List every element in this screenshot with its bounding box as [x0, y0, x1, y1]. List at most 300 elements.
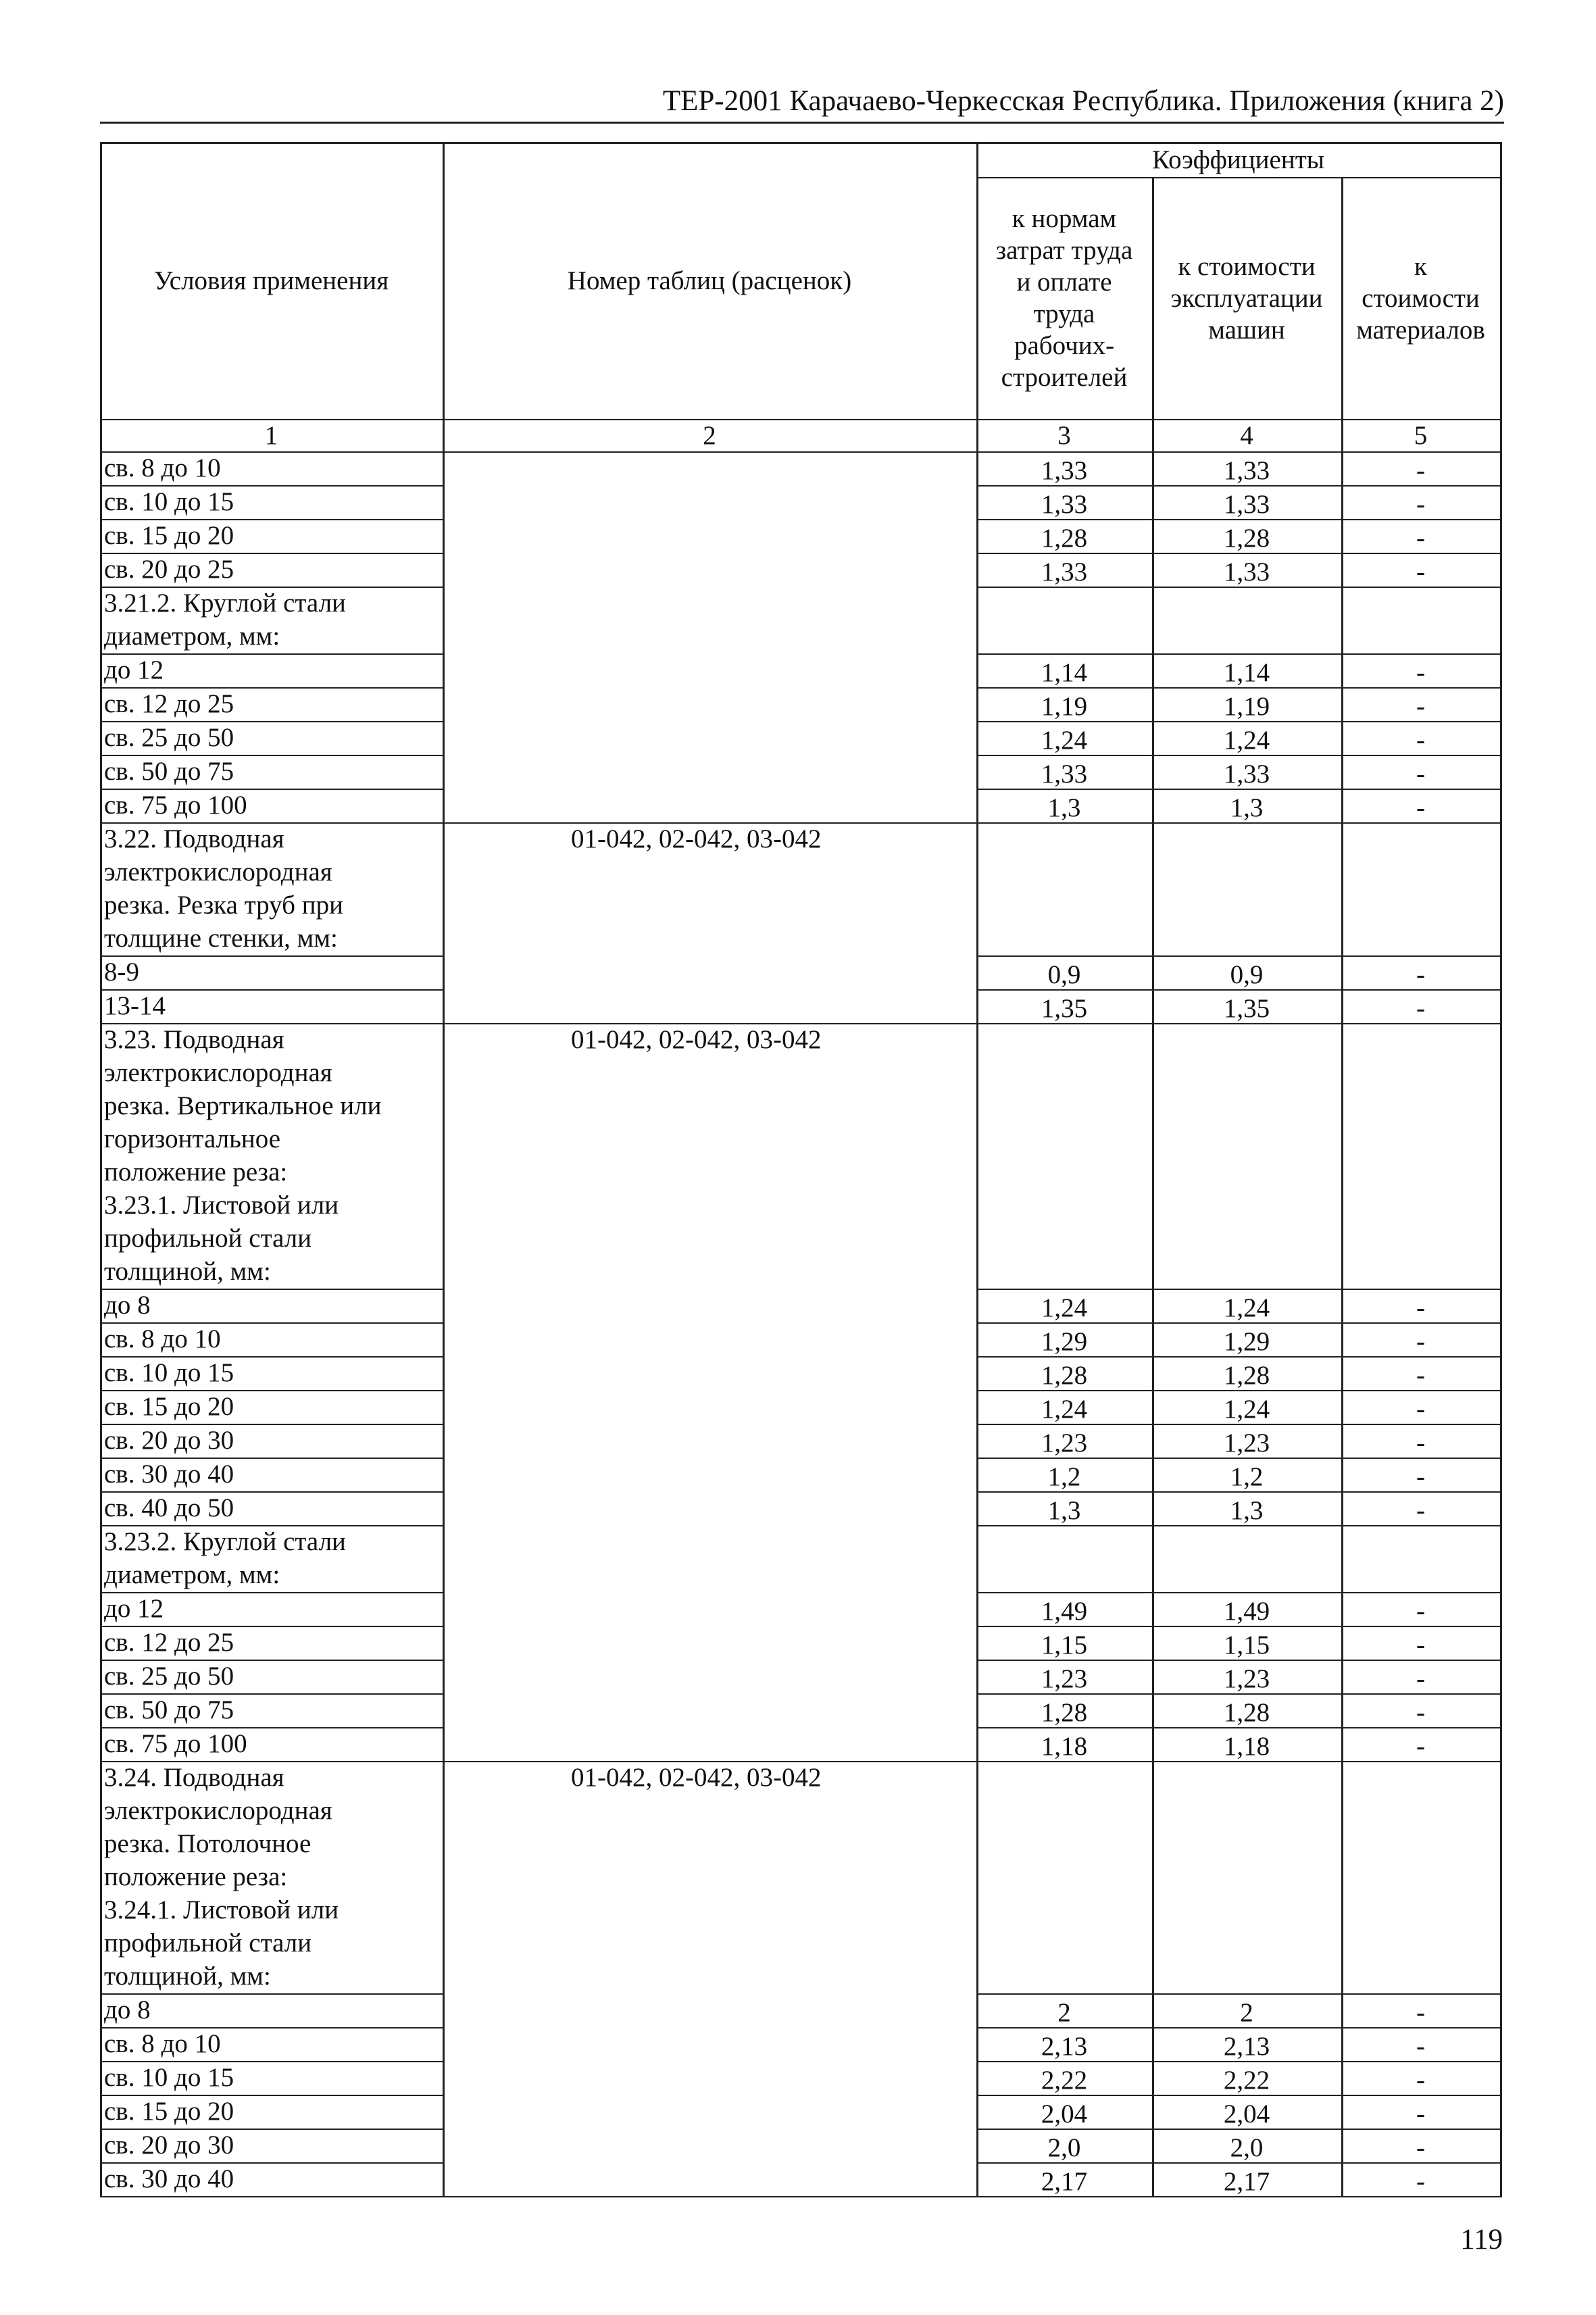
labor-coefficient: 1,19	[1041, 692, 1088, 721]
group-header-rule	[976, 177, 1502, 178]
row-vertical-rule	[1500, 1525, 1502, 1593]
row-rule	[976, 1993, 1502, 1995]
row-vertical-rule	[1152, 451, 1154, 487]
row-vertical-rule	[1341, 587, 1343, 655]
row-vertical-rule	[976, 1592, 978, 1627]
row-vertical-rule	[976, 1993, 978, 2028]
row-vertical-rule	[1152, 1322, 1154, 1358]
row-rule	[100, 2196, 445, 2197]
row-vertical-rule	[1152, 1592, 1154, 1627]
materials-coefficient: -	[1416, 960, 1425, 989]
row-vertical-rule	[443, 989, 445, 1024]
row-vertical-rule	[1500, 1693, 1502, 1728]
machines-coefficient: 1,24	[1223, 726, 1270, 755]
row-vertical-rule	[443, 587, 445, 655]
row-vertical-rule	[1152, 789, 1154, 824]
row-vertical-rule	[443, 1660, 445, 1695]
column-header-conditions: Условия применения	[153, 266, 389, 295]
labor-coefficient: 1,28	[1041, 1698, 1088, 1727]
row-vertical-rule	[1152, 587, 1154, 655]
machines-coefficient: 1,14	[1223, 658, 1270, 687]
row-vertical-rule	[100, 789, 102, 824]
row-vertical-rule	[976, 1289, 978, 1324]
labor-coefficient: 1,3	[1047, 1496, 1081, 1525]
row-vertical-rule	[443, 721, 445, 756]
machines-coefficient: 2,13	[1223, 2032, 1270, 2061]
row-vertical-rule	[100, 653, 102, 689]
row-rule	[976, 2095, 1502, 2096]
machines-coefficient: 1,33	[1223, 557, 1270, 587]
materials-coefficient: -	[1416, 490, 1425, 519]
row-vertical-rule	[976, 755, 978, 790]
table-top-border	[100, 142, 1502, 144]
condition-text: св. 12 до 25	[104, 1628, 234, 1657]
condition-text: св. 12 до 25	[104, 689, 234, 718]
row-vertical-rule	[976, 2061, 978, 2096]
labor-coefficient: 1,35	[1041, 994, 1088, 1023]
machines-coefficient: 1,19	[1223, 692, 1270, 721]
row-vertical-rule	[100, 1458, 102, 1493]
row-vertical-rule	[1152, 822, 1154, 957]
labor-coefficient: 1,24	[1041, 1395, 1088, 1424]
row-vertical-rule	[100, 1626, 102, 1661]
materials-coefficient: -	[1416, 1395, 1425, 1424]
row-vertical-rule	[1152, 721, 1154, 756]
row-rule	[976, 1727, 1502, 1728]
row-vertical-rule	[1341, 1023, 1343, 1290]
row-vertical-rule	[443, 1023, 445, 1290]
row-rule	[976, 955, 1502, 957]
condition-text: св. 50 до 75	[104, 757, 234, 786]
condition-text: диаметром, мм:	[104, 622, 280, 651]
row-vertical-rule	[976, 2095, 978, 2130]
condition-text: св. 8 до 10	[104, 2029, 221, 2058]
row-vertical-rule	[100, 687, 102, 722]
row-vertical-rule	[1500, 789, 1502, 824]
row-rule	[976, 2196, 1502, 2197]
row-vertical-rule	[1341, 1322, 1343, 1358]
row-vertical-rule	[443, 1289, 445, 1324]
row-vertical-rule	[443, 789, 445, 824]
condition-text: резка. Резка труб при	[104, 891, 343, 920]
header-bottom-rule	[100, 419, 1502, 420]
row-vertical-rule	[100, 822, 102, 957]
row-rule	[976, 587, 1502, 588]
row-rule	[976, 1356, 1502, 1358]
machines-coefficient: 2	[1240, 1998, 1253, 2027]
condition-text: положение реза:	[104, 1862, 288, 1891]
row-rule	[976, 485, 1502, 487]
condition-text: 3.24.1. Листовой или	[104, 1895, 339, 1924]
row-vertical-rule	[1341, 2129, 1343, 2164]
row-vertical-rule	[1341, 989, 1343, 1024]
header-vertical-rule	[1152, 177, 1154, 451]
row-vertical-rule	[1152, 1023, 1154, 1290]
row-vertical-rule	[1500, 2095, 1502, 2130]
row-vertical-rule	[1341, 653, 1343, 689]
row-vertical-rule	[1500, 653, 1502, 689]
table-bottom-rule	[443, 2196, 976, 2197]
row-rule	[976, 2061, 1502, 2062]
row-vertical-rule	[1152, 553, 1154, 588]
row-vertical-rule	[100, 1993, 102, 2028]
row-vertical-rule	[976, 1424, 978, 1459]
machines-coefficient: 1,2	[1230, 1462, 1264, 1491]
row-vertical-rule	[1341, 2162, 1343, 2197]
header-title: ТЕР-2001 Карачаево-Черкесская Республика. Приложения (книга 2)	[662, 85, 1504, 117]
condition-text: св. 20 до 25	[104, 555, 234, 584]
row-rule	[976, 1592, 1502, 1593]
labor-coefficient: 1,33	[1041, 557, 1088, 587]
row-vertical-rule	[976, 1356, 978, 1391]
row-vertical-rule	[1341, 1491, 1343, 1526]
row-rule	[976, 1458, 1502, 1459]
row-vertical-rule	[1500, 755, 1502, 790]
row-vertical-rule	[976, 451, 978, 487]
row-rule	[976, 1761, 1502, 1762]
table-numbers-text: 01-042, 02-042, 03-042	[571, 824, 822, 853]
condition-text: до 8	[104, 1291, 151, 1320]
row-rule	[976, 687, 1502, 689]
condition-text: электрокислородная	[104, 857, 332, 887]
materials-coefficient: -	[1416, 1361, 1425, 1390]
machines-coefficient: 1,3	[1230, 793, 1264, 822]
row-vertical-rule	[100, 989, 102, 1024]
row-vertical-rule	[100, 2027, 102, 2062]
condition-text: св. 30 до 40	[104, 2164, 234, 2193]
row-vertical-rule	[1341, 519, 1343, 554]
condition-text: св. 20 до 30	[104, 1426, 234, 1455]
condition-text: толщине стенки, мм:	[104, 924, 338, 953]
row-rule	[976, 1322, 1502, 1324]
row-vertical-rule	[1500, 955, 1502, 991]
materials-coefficient: -	[1416, 1496, 1425, 1525]
labor-coefficient: 1,23	[1041, 1428, 1088, 1458]
condition-text: профильной стали	[104, 1224, 312, 1253]
row-vertical-rule	[443, 1993, 445, 2028]
materials-coefficient: -	[1416, 1631, 1425, 1660]
condition-text: св. 25 до 50	[104, 1662, 234, 1691]
machines-coefficient: 2,22	[1223, 2066, 1270, 2095]
row-vertical-rule	[1152, 1993, 1154, 2028]
row-vertical-rule	[1500, 1023, 1502, 1290]
row-rule	[976, 1693, 1502, 1695]
labor-coefficient: 1,33	[1041, 456, 1088, 485]
labor-coefficient: 2	[1057, 1998, 1071, 2027]
row-vertical-rule	[1341, 553, 1343, 588]
row-vertical-rule	[100, 1727, 102, 1762]
materials-coefficient: -	[1416, 2133, 1425, 2162]
row-vertical-rule	[976, 1023, 978, 1290]
row-vertical-rule	[1500, 1322, 1502, 1358]
row-rule	[976, 721, 1502, 722]
row-vertical-rule	[1152, 989, 1154, 1024]
condition-text: св. 25 до 50	[104, 723, 234, 752]
row-rule	[100, 1289, 445, 1290]
condition-text: 13-14	[104, 991, 166, 1020]
condition-text: св. 10 до 15	[104, 1358, 234, 1387]
machines-coefficient: 1,23	[1223, 1664, 1270, 1693]
row-rule	[976, 519, 1502, 520]
materials-coefficient: -	[1416, 1428, 1425, 1458]
condition-text: до 12	[104, 1594, 164, 1623]
row-vertical-rule	[976, 687, 978, 722]
materials-coefficient: -	[1416, 1732, 1425, 1761]
row-vertical-rule	[1500, 721, 1502, 756]
materials-coefficient: -	[1416, 1462, 1425, 1491]
materials-coefficient: -	[1416, 658, 1425, 687]
condition-text: резка. Потолочное	[104, 1829, 311, 1858]
row-vertical-rule	[443, 1592, 445, 1627]
row-vertical-rule	[1152, 1289, 1154, 1324]
row-vertical-rule	[1152, 2129, 1154, 2164]
row-vertical-rule	[1500, 485, 1502, 520]
row-vertical-rule	[976, 1626, 978, 1661]
table-numbers-text: 01-042, 02-042, 03-042	[571, 1025, 822, 1054]
row-rule	[976, 1525, 1502, 1526]
row-vertical-rule	[1500, 1727, 1502, 1762]
row-vertical-rule	[1500, 1626, 1502, 1661]
row-rule	[100, 955, 445, 957]
row-vertical-rule	[1152, 519, 1154, 554]
labor-coefficient: 1,3	[1047, 793, 1081, 822]
row-vertical-rule	[976, 1660, 978, 1695]
row-vertical-rule	[100, 1693, 102, 1728]
machines-coefficient: 1,24	[1223, 1293, 1270, 1322]
materials-coefficient: -	[1416, 760, 1425, 789]
condition-text: св. 75 до 100	[104, 1729, 247, 1758]
row-rule	[976, 1660, 1502, 1661]
row-vertical-rule	[100, 1289, 102, 1324]
row-vertical-rule	[1152, 653, 1154, 689]
labor-coefficient: 1,28	[1041, 1361, 1088, 1390]
machines-coefficient: 1,28	[1223, 1698, 1270, 1727]
condition-text: св. 8 до 10	[104, 453, 221, 482]
row-vertical-rule	[1341, 1424, 1343, 1459]
row-rule	[976, 1023, 1502, 1024]
row-vertical-rule	[443, 1693, 445, 1728]
row-vertical-rule	[443, 519, 445, 554]
table-numbers-text: 01-042, 02-042, 03-042	[571, 1763, 822, 1792]
row-vertical-rule	[100, 519, 102, 554]
row-vertical-rule	[443, 1626, 445, 1661]
row-vertical-rule	[100, 1356, 102, 1391]
row-vertical-rule	[976, 1761, 978, 1995]
row-vertical-rule	[443, 2061, 445, 2096]
row-vertical-rule	[443, 553, 445, 588]
machines-coefficient: 1,49	[1223, 1597, 1270, 1626]
row-vertical-rule	[976, 519, 978, 554]
row-vertical-rule	[100, 1660, 102, 1695]
row-vertical-rule	[1500, 1424, 1502, 1459]
row-vertical-rule	[100, 1592, 102, 1627]
group-rule	[443, 1761, 976, 1762]
row-vertical-rule	[1152, 1390, 1154, 1425]
machines-coefficient: 1,33	[1223, 490, 1270, 519]
row-vertical-rule	[1500, 2061, 1502, 2096]
machines-coefficient: 1,28	[1223, 524, 1270, 553]
row-vertical-rule	[100, 485, 102, 520]
condition-text: 3.24. Подводная	[104, 1763, 284, 1792]
condition-text: св. 50 до 75	[104, 1695, 234, 1724]
condition-text: св. 15 до 20	[104, 521, 234, 550]
row-vertical-rule	[1341, 1390, 1343, 1425]
row-vertical-rule	[1500, 1289, 1502, 1324]
row-vertical-rule	[976, 2162, 978, 2197]
condition-text: электрокислородная	[104, 1058, 332, 1087]
column-number-2: 2	[703, 420, 716, 450]
row-vertical-rule	[1500, 2162, 1502, 2197]
machines-coefficient: 2,04	[1223, 2099, 1270, 2129]
row-vertical-rule	[443, 1356, 445, 1391]
row-vertical-rule	[443, 1424, 445, 1459]
machines-coefficient: 1,24	[1223, 1395, 1270, 1424]
row-vertical-rule	[976, 989, 978, 1024]
condition-text: диаметром, мм:	[104, 1560, 280, 1589]
row-vertical-rule	[976, 1693, 978, 1728]
materials-coefficient: -	[1416, 1698, 1425, 1727]
row-vertical-rule	[1341, 1660, 1343, 1695]
row-vertical-rule	[1341, 485, 1343, 520]
row-vertical-rule	[443, 955, 445, 991]
materials-coefficient: -	[1416, 726, 1425, 755]
labor-coefficient: 1,24	[1041, 726, 1088, 755]
row-vertical-rule	[976, 1458, 978, 1493]
materials-coefficient: -	[1416, 2167, 1425, 2196]
group-rule	[443, 822, 976, 824]
row-vertical-rule	[1341, 1289, 1343, 1324]
row-vertical-rule	[1152, 755, 1154, 790]
column-header-materials: к стоимости материалов	[1356, 251, 1485, 345]
row-vertical-rule	[100, 2162, 102, 2197]
condition-text: толщиной, мм:	[104, 1257, 271, 1286]
row-vertical-rule	[443, 1322, 445, 1358]
row-vertical-rule	[1500, 1761, 1502, 1995]
row-vertical-rule	[1341, 822, 1343, 957]
row-vertical-rule	[100, 1525, 102, 1593]
materials-coefficient: -	[1416, 456, 1425, 485]
row-vertical-rule	[1152, 1693, 1154, 1728]
labor-coefficient: 1,24	[1041, 1293, 1088, 1322]
row-rule	[976, 989, 1502, 991]
group-header-coefficients: Коэффициенты	[1152, 145, 1324, 174]
column-header-machines: к стоимости эксплуатации машин	[1170, 251, 1323, 345]
labor-coefficient: 2,22	[1041, 2066, 1088, 2095]
row-vertical-rule	[1341, 955, 1343, 991]
materials-coefficient: -	[1416, 793, 1425, 822]
row-vertical-rule	[1152, 1356, 1154, 1391]
row-rule	[976, 1626, 1502, 1627]
row-vertical-rule	[1152, 1458, 1154, 1493]
row-vertical-rule	[1500, 1660, 1502, 1695]
row-vertical-rule	[976, 587, 978, 655]
row-rule	[976, 553, 1502, 554]
condition-text: 3.23. Подводная	[104, 1025, 284, 1054]
condition-text: положение реза:	[104, 1158, 288, 1187]
condition-text: резка. Вертикальное или	[104, 1091, 382, 1120]
column-number-3: 3	[1057, 420, 1071, 450]
row-vertical-rule	[1341, 1626, 1343, 1661]
row-vertical-rule	[976, 485, 978, 520]
row-vertical-rule	[100, 955, 102, 991]
row-vertical-rule	[1500, 2129, 1502, 2164]
labor-coefficient: 1,33	[1041, 490, 1088, 519]
row-rule	[976, 755, 1502, 756]
row-rule	[976, 1390, 1502, 1391]
page-number: 119	[1460, 2224, 1503, 2256]
row-vertical-rule	[1500, 989, 1502, 1024]
row-rule	[976, 822, 1502, 824]
row-rule	[976, 2129, 1502, 2130]
row-vertical-rule	[1152, 1761, 1154, 1995]
materials-coefficient: -	[1416, 524, 1425, 553]
row-vertical-rule	[100, 553, 102, 588]
column-header-table-numbers: Номер таблиц (расценок)	[567, 266, 852, 295]
row-vertical-rule	[443, 653, 445, 689]
column-number-5: 5	[1414, 420, 1428, 450]
row-rule	[976, 2162, 1502, 2164]
labor-coefficient: 1,23	[1041, 1664, 1088, 1693]
machines-coefficient: 2,17	[1223, 2167, 1270, 2196]
row-vertical-rule	[1341, 755, 1343, 790]
machines-coefficient: 1,29	[1223, 1327, 1270, 1356]
row-rule	[976, 653, 1502, 655]
labor-coefficient: 2,0	[1047, 2133, 1081, 2162]
row-vertical-rule	[443, 485, 445, 520]
row-vertical-rule	[1500, 687, 1502, 722]
labor-coefficient: 1,18	[1041, 1732, 1088, 1761]
row-vertical-rule	[100, 2061, 102, 2096]
row-vertical-rule	[976, 1390, 978, 1425]
labor-coefficient: 1,2	[1047, 1462, 1081, 1491]
materials-coefficient: -	[1416, 2066, 1425, 2095]
labor-coefficient: 2,04	[1041, 2099, 1088, 2129]
row-vertical-rule	[1341, 2027, 1343, 2062]
row-vertical-rule	[100, 2095, 102, 2130]
materials-coefficient: -	[1416, 994, 1425, 1023]
condition-text: 3.23.2. Круглой стали	[104, 1527, 346, 1556]
condition-text: горизонтальное	[104, 1124, 281, 1153]
row-vertical-rule	[976, 1491, 978, 1526]
row-vertical-rule	[976, 721, 978, 756]
row-vertical-rule	[1152, 1491, 1154, 1526]
row-vertical-rule	[1341, 1592, 1343, 1627]
labor-coefficient: 1,28	[1041, 524, 1088, 553]
labor-coefficient: 1,49	[1041, 1597, 1088, 1626]
materials-coefficient: -	[1416, 2099, 1425, 2129]
row-vertical-rule	[976, 955, 978, 991]
row-vertical-rule	[1152, 687, 1154, 722]
column-number-rule	[100, 451, 1502, 453]
row-vertical-rule	[1500, 822, 1502, 957]
row-vertical-rule	[100, 587, 102, 655]
materials-coefficient: -	[1416, 1597, 1425, 1626]
row-vertical-rule	[976, 822, 978, 957]
materials-coefficient: -	[1416, 1998, 1425, 2027]
row-vertical-rule	[976, 2027, 978, 2062]
row-rule	[976, 1289, 1502, 1290]
row-vertical-rule	[1341, 2095, 1343, 2130]
header-vertical-rule	[976, 142, 978, 451]
labor-coefficient: 1,15	[1041, 1631, 1088, 1660]
row-vertical-rule	[443, 1390, 445, 1425]
row-vertical-rule	[1341, 1525, 1343, 1593]
materials-coefficient: -	[1416, 1664, 1425, 1693]
labor-coefficient: 1,33	[1041, 760, 1088, 789]
machines-coefficient: 1,33	[1223, 456, 1270, 485]
row-vertical-rule	[100, 1424, 102, 1459]
row-vertical-rule	[1152, 1626, 1154, 1661]
